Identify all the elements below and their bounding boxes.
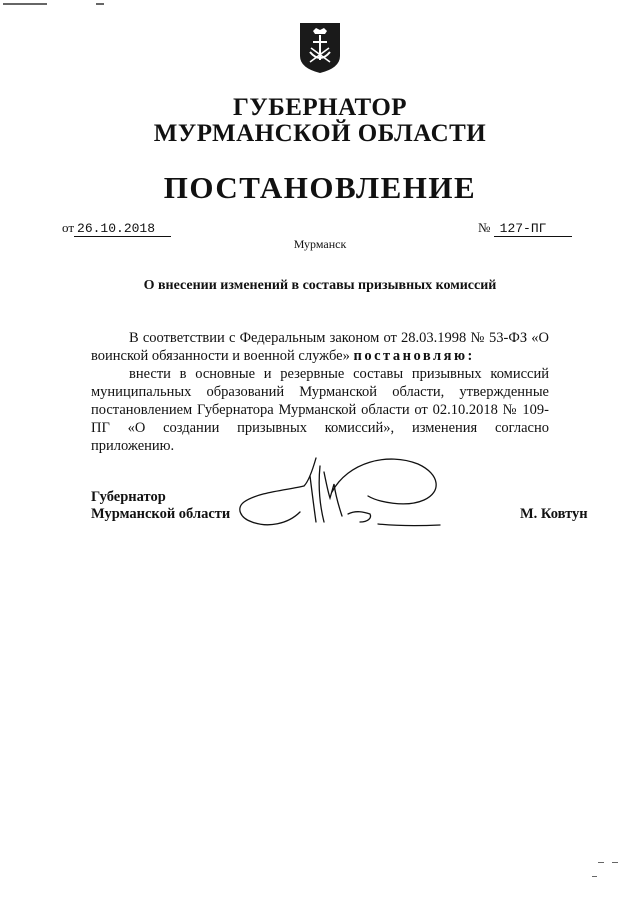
signer-position-line-2: Мурманской области: [91, 506, 231, 522]
scan-mark: [598, 862, 604, 863]
scan-mark: [96, 3, 104, 5]
handwritten-signature: [228, 452, 448, 532]
document-number: 127-ПГ: [494, 221, 573, 237]
number-prefix: №: [478, 220, 491, 235]
authority-line-1: ГУБЕРНАТОР: [232, 94, 408, 121]
coat-of-arms-icon: [299, 22, 341, 74]
city: Мурманск: [293, 237, 347, 251]
body-paragraph-text: В соответствии с Федеральным законом от 28.03.1998 № 53-ФЗ «О воинской обязанности и военной службе»: [91, 330, 549, 364]
authority-line-2: МУРМАНСКОЙ ОБЛАСТИ: [153, 120, 487, 147]
document-body: [91, 329, 549, 455]
date-line: [62, 220, 171, 236]
resolution-word: постановляю:: [353, 348, 475, 364]
body-paragraph: [91, 329, 549, 365]
document-type: ПОСТАНОВЛЕНИЕ: [163, 170, 477, 205]
body-paragraph: внести в основные и резервные составы призывных комиссий муниципальных образований Мурманской области, утвержденные постановлением Губернатора Мурманской области от 02.10.2018 № 109-ПГ «О создании призывных комиссий», изменения согласно приложению.: [91, 366, 549, 454]
scan-mark: [3, 3, 47, 5]
signer-name: М. Ковтун: [520, 506, 588, 522]
number-line: [478, 220, 572, 236]
scan-mark: [612, 862, 618, 863]
date-prefix: от: [62, 220, 75, 235]
document-subject: О внесении изменений в составы призывных комиссий: [143, 278, 497, 293]
signer-position-line-1: Губернатор: [91, 489, 166, 505]
document-date: 26.10.2018: [74, 221, 171, 237]
scan-mark: [592, 876, 597, 877]
